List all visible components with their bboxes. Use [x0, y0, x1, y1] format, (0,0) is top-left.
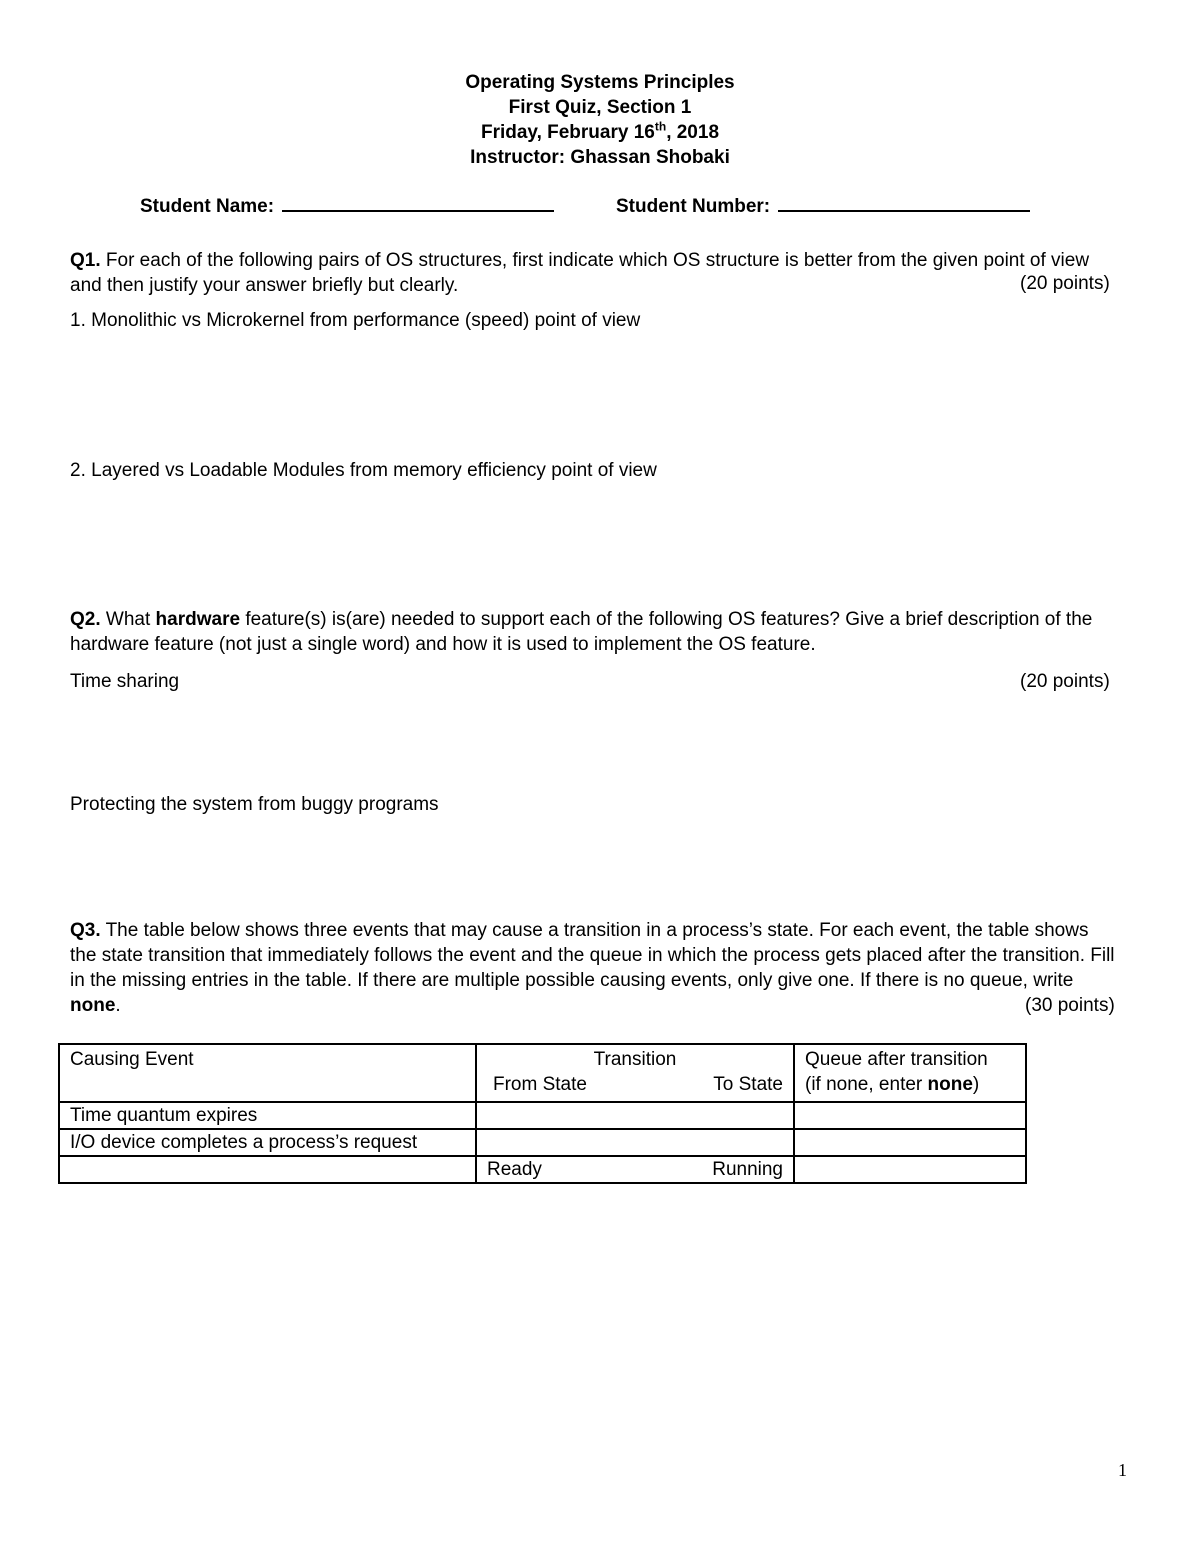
q1-points: (20 points) [1020, 273, 1110, 294]
table-row [59, 1129, 1026, 1156]
row1-event: Time quantum expires [59, 1102, 476, 1129]
header-queue: Queue after transition (if none, enter none) [794, 1044, 1026, 1102]
q3-points: (30 points) [1025, 995, 1115, 1016]
student-name-field[interactable] [140, 196, 554, 218]
student-number-label: Student Number: [616, 196, 771, 217]
transition-table [58, 1043, 1027, 1184]
q1-prompt: Q1. For each of the following pairs of OS structures, first indicate which OS structure is better from the given point of view and then justify your answer briefly but clearly. [70, 250, 1090, 296]
header-to-state: To State [713, 1074, 783, 1095]
header-causing-event: Causing Event [59, 1044, 476, 1102]
quiz-title: First Quiz, Section 1 [508, 97, 692, 118]
document-header [0, 70, 1200, 170]
row1-queue[interactable] [794, 1102, 1026, 1129]
course-title: Operating Systems Principles [465, 72, 735, 93]
q1-label: Q1. [70, 250, 101, 271]
student-name-blank[interactable] [282, 196, 554, 212]
instructor: Instructor: Ghassan Shobaki [470, 147, 730, 168]
table-header-row [59, 1044, 1026, 1102]
header-transition: Transition From State To State [476, 1044, 794, 1102]
row2-event: I/O device completes a process’s request [59, 1129, 476, 1156]
q1-item-2: 2. Layered vs Loadable Modules from memory efficiency point of view [70, 460, 657, 481]
q3-prompt: Q3. The table below shows three events that may cause a transition in a process’s state. For each event, the table shows the state transition that immediately follows the event and the queue in which the process gets placed after the transition. Fill in the missing entries in the table. If there are multiple possible causing events, only give one. If there is no queue, write none. [70, 920, 1115, 1016]
row3-event[interactable] [59, 1156, 476, 1183]
q2-prompt: Q2. What hardware feature(s) is(are) needed to support each of the following OS features? Give a brief description of the hardware feature (not just a single word) and how it is used to implement the OS feature. [70, 609, 1093, 655]
q2-item-time-sharing: Time sharing [70, 671, 180, 692]
row3-to-state: Running [712, 1159, 783, 1180]
student-name-label: Student Name: [140, 196, 275, 217]
row2-transition[interactable] [476, 1129, 794, 1156]
header-from-state: From State [493, 1074, 587, 1095]
quiz-date: Friday, February 16th, 2018 [480, 119, 720, 143]
q1-item-1: 1. Monolithic vs Microkernel from performance (speed) point of view [70, 310, 641, 331]
row1-transition[interactable] [476, 1102, 794, 1129]
student-number-blank[interactable] [778, 196, 1030, 212]
table-row [59, 1156, 1026, 1183]
row3-from-state: Ready [487, 1159, 542, 1180]
student-number-field[interactable] [616, 196, 1030, 218]
q2-points: (20 points) [1020, 671, 1110, 692]
q2-item-protection: Protecting the system from buggy programs [70, 794, 439, 815]
q3-label: Q3. [70, 920, 101, 941]
table-row [59, 1102, 1026, 1129]
q2-label: Q2. [70, 609, 101, 630]
row3-queue[interactable] [794, 1156, 1026, 1183]
page-number: 1 [1118, 1460, 1127, 1480]
row2-queue[interactable] [794, 1129, 1026, 1156]
row3-transition [476, 1156, 794, 1183]
